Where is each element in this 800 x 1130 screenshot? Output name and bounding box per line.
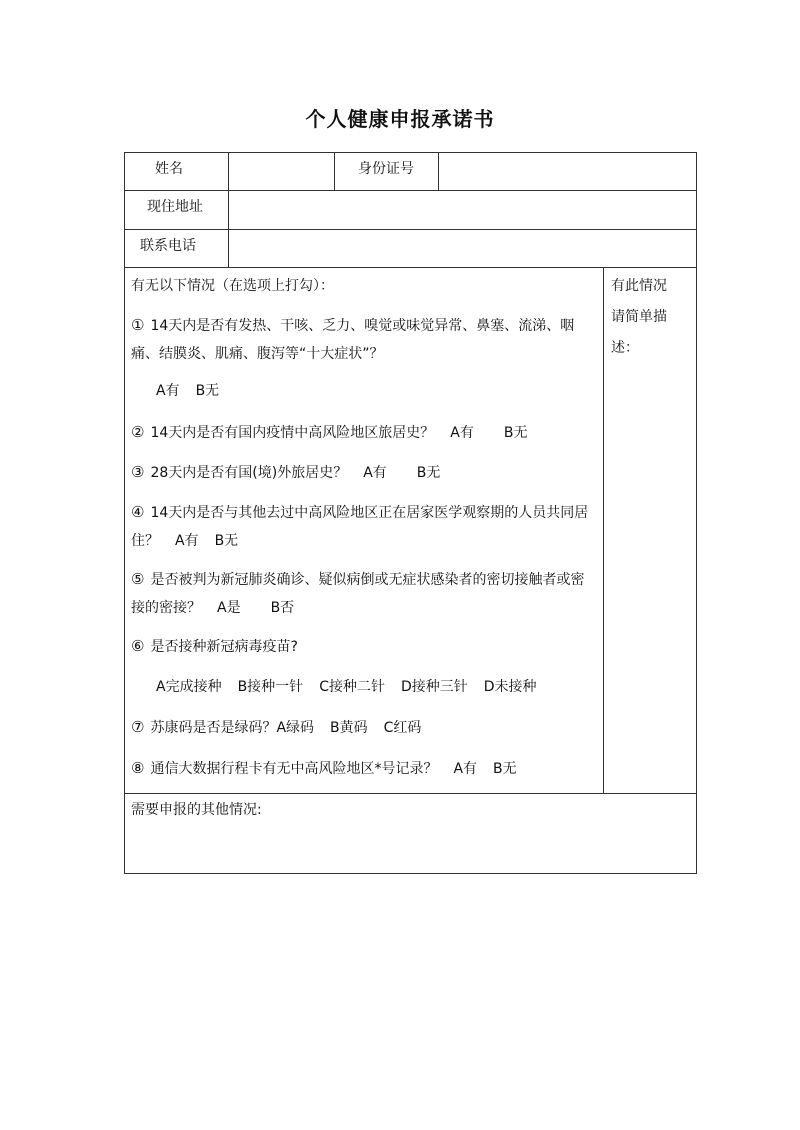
option-a[interactable]: A有 [450, 425, 474, 441]
option-a[interactable]: A完成接种 [156, 679, 222, 695]
option-a[interactable]: A有 [453, 761, 478, 777]
other-situations-label: 需要申报的其他情况: [131, 802, 262, 818]
row-divider [124, 793, 697, 794]
side-note-line: 有此情况 [611, 278, 667, 294]
section-heading: 有无以下情况（在选项上打勾）： [131, 278, 334, 294]
question-2 [131, 418, 597, 447]
other-situations-field[interactable] [125, 820, 696, 872]
option-e[interactable]: D未接种 [483, 679, 537, 695]
question-text: 苏康码是否是绿码？ [150, 720, 277, 736]
name-field[interactable] [229, 153, 334, 190]
question-number: ⑤ [131, 570, 145, 588]
id-number-field[interactable] [439, 153, 696, 190]
name-label: 姓名 [155, 161, 183, 177]
description-field[interactable] [604, 360, 696, 792]
question-number: ④ [131, 503, 145, 521]
option-c[interactable]: C接种二针 [319, 679, 385, 695]
option-b[interactable]: B无 [214, 533, 239, 549]
side-note-line: 请简单描 [611, 309, 667, 325]
table-border-right [696, 152, 697, 874]
option-a[interactable]: A有 [156, 383, 180, 399]
question-number: ② [131, 423, 145, 441]
question-text: 14天内是否有发热、干咳、乏力、嗅觉或味觉异常、鼻塞、流涕、咽痛、结膜炎、肌痛、腹泻等“十大症状”？ [131, 318, 575, 362]
option-a[interactable]: A是 [217, 600, 241, 616]
question-5 [131, 565, 597, 622]
option-b[interactable]: B无 [416, 465, 441, 481]
option-b[interactable]: B无 [493, 761, 517, 777]
phone-field[interactable] [229, 230, 696, 267]
question-6-options [156, 673, 596, 701]
question-text: 14天内是否与其他去过中高风险地区正在居家医学观察期的人员共同居住？ [131, 505, 589, 549]
document-title: 个人健康申报承诺书 [305, 107, 495, 131]
id-number-label: 身份证号 [358, 161, 414, 177]
row-divider [124, 267, 697, 268]
address-field[interactable] [229, 191, 696, 229]
option-b[interactable]: B黄码 [330, 720, 368, 736]
option-c[interactable]: C红码 [383, 720, 422, 736]
col-divider [334, 152, 335, 190]
question-3 [131, 458, 597, 487]
table-border-left [124, 152, 125, 874]
table-border-bottom [124, 873, 697, 874]
question-text: 是否接种新冠病毒疫苗? [150, 639, 298, 655]
option-a[interactable]: A有 [175, 533, 199, 549]
question-1-options [156, 377, 622, 405]
question-number: ⑦ [131, 718, 145, 736]
question-number: ⑥ [131, 637, 145, 655]
question-number: ⑧ [131, 759, 145, 777]
question-text: 14天内是否有国内疫情中高风险地区旅居史？ [150, 425, 435, 441]
address-label: 现住地址 [147, 199, 203, 215]
question-8 [131, 754, 597, 783]
question-text: 28天内是否有国(境)外旅居史？ [150, 465, 348, 481]
question-6 [131, 632, 597, 661]
question-4 [131, 498, 597, 555]
question-1 [131, 311, 597, 368]
question-text: 通信大数据行程卡有无中高风险地区*号记录？ [150, 761, 438, 777]
question-number: ③ [131, 463, 145, 481]
option-b[interactable]: B否 [270, 600, 295, 616]
side-note-line: 述： [611, 340, 639, 356]
option-a[interactable]: A绿码 [276, 720, 315, 736]
option-b[interactable]: B接种一针 [237, 679, 304, 695]
option-b[interactable]: B无 [503, 425, 528, 441]
option-a[interactable]: A有 [363, 465, 387, 481]
question-text: 是否被判为新冠肺炎确诊、疑似病倒或无症状感染者的密切接触者或密接的密接？ [131, 572, 585, 616]
option-b[interactable]: B无 [195, 383, 220, 399]
question-7 [131, 713, 597, 742]
phone-label: 联系电话 [140, 238, 196, 254]
option-d[interactable]: D接种三针 [400, 679, 468, 695]
question-number: ① [131, 316, 145, 334]
